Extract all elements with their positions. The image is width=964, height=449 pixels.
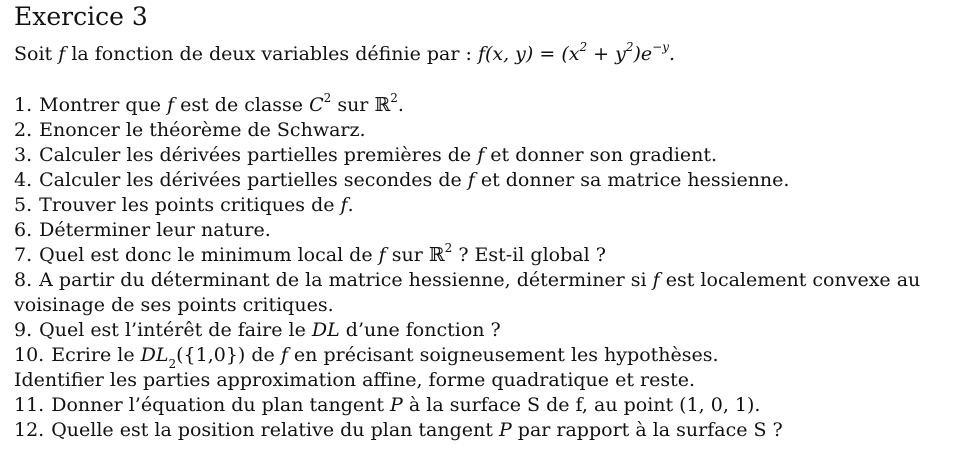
exercise-title: Exercice 3 xyxy=(14,2,148,31)
question-5: 5. Trouver les points critiques de f. xyxy=(14,194,354,216)
question-10-continuation: Identifier les parties approximation affine, forme quadratique et reste. xyxy=(14,369,695,391)
question-7: 7. Quel est donc le minimum local de f sur ℝ$^2$ ? Est-il global ? xyxy=(14,240,606,266)
question-list xyxy=(14,90,959,443)
question-1: 1. Montrer que f est de classe $C^2$ sur ℝ$^2$. xyxy=(14,90,404,116)
function-formula: f(x, $y) = (x^2 + y^2)e^{-y}$. xyxy=(477,39,676,65)
question-12: 12. Quelle est la position relative du plan tangent P par rapport à la surface S ? xyxy=(14,419,783,441)
question-6: 6. Déterminer leur nature. xyxy=(14,219,271,241)
question-8: 8. A partir du déterminant de la matrice hessienne, déterminer si f est localement convexe au voisinage de ses points critiques. xyxy=(14,269,921,316)
intro-sentence xyxy=(14,41,675,67)
intro-text: la fonction de deux variables définie par : xyxy=(71,43,472,65)
question-10: 10. Ecrire le $DL_2(\{1,0\})$ de f en précisant soigneusement les hypothèses. xyxy=(14,344,719,371)
question-2: 2. Enoncer le théorème de Schwarz. xyxy=(14,119,366,141)
question-9: 9. Quel est l’intérêt de faire le DL d’une fonction ? xyxy=(14,319,501,341)
question-11: 11. Donner l’équation du plan tangent P à la surface S de f, au point (1, 0, 1). xyxy=(14,394,761,416)
question-3: 3. Calculer les dérivées partielles premières de f et donner son gradient. xyxy=(14,144,718,166)
intro-pre: Soit xyxy=(14,43,53,65)
var-f: f xyxy=(58,43,66,65)
question-4: 4. Calculer les dérivées partielles secondes de f et donner sa matrice hessienne. xyxy=(14,169,790,191)
